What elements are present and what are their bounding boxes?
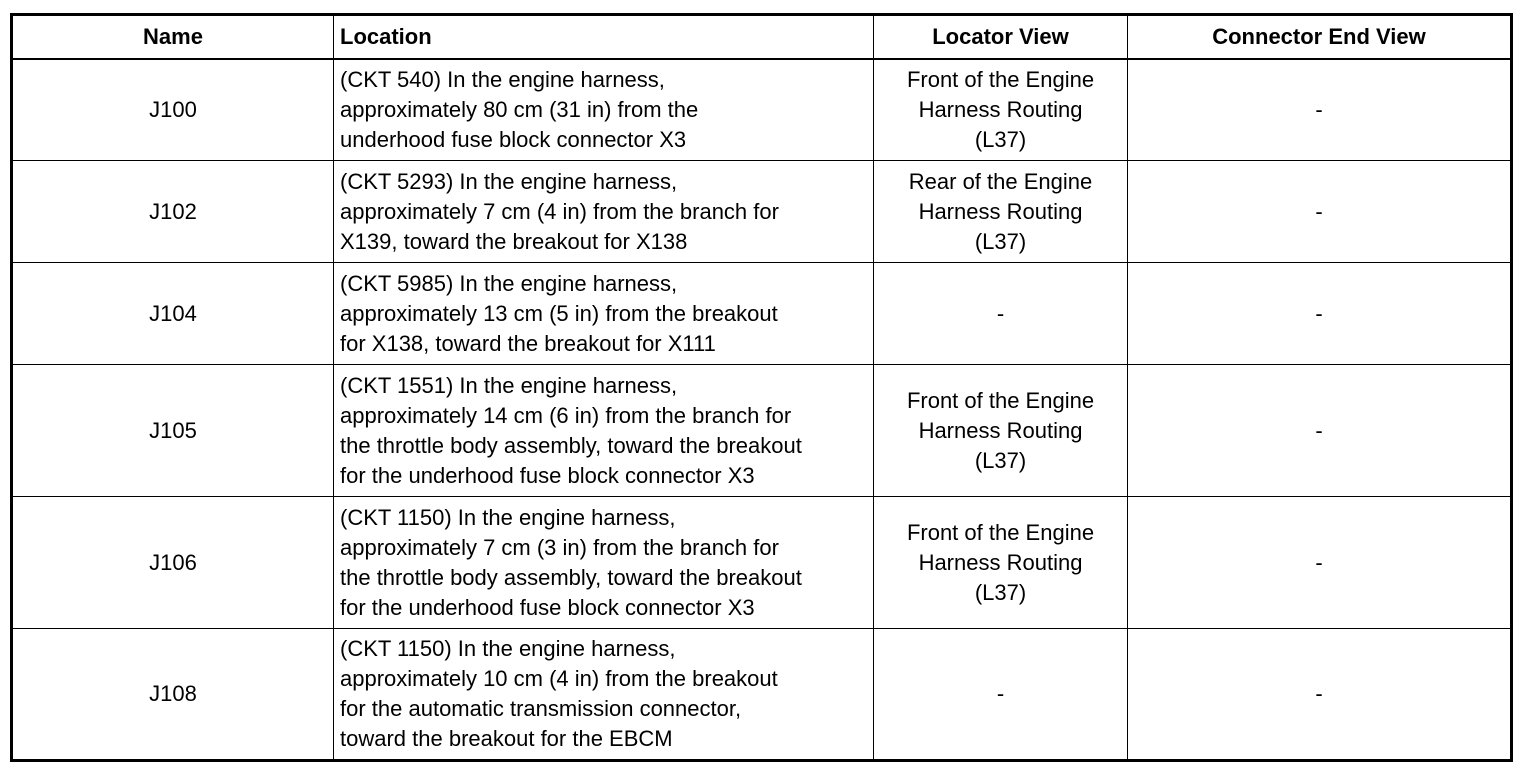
- locator-view-cell: [874, 161, 1128, 263]
- location-line: approximately 13 cm (5 in) from the breakout: [340, 300, 778, 326]
- location-cell: [334, 263, 874, 365]
- location-line: (CKT 5985) In the engine harness,: [340, 270, 678, 296]
- location-line: (CKT 1551) In the engine harness,: [340, 372, 678, 398]
- header-connector-end-view: Connector End View: [1128, 15, 1512, 59]
- location-line: for the automatic transmission connector,: [340, 696, 742, 721]
- location-line: approximately 7 cm (3 in) from the branch for: [340, 534, 779, 560]
- connector-end-view-cell: -: [1128, 263, 1512, 365]
- locator-view-line: Harness Routing: [918, 198, 1083, 224]
- location-line: (CKT 1150) In the engine harness,: [340, 504, 676, 530]
- locator-view-line: (L37): [974, 447, 1027, 473]
- location-line: (CKT 1150) In the engine harness,: [340, 636, 676, 661]
- table-row: [12, 263, 1512, 365]
- locator-view-line: -: [996, 681, 1005, 706]
- locator-view-line: Front of the Engine: [906, 519, 1095, 545]
- connector-end-view-cell: -: [1128, 497, 1512, 629]
- locator-view-cell: [874, 263, 1128, 365]
- splice-name-cell: J108: [12, 629, 334, 761]
- connector-end-view-cell: -: [1128, 161, 1512, 263]
- locator-view-line: Front of the Engine: [906, 387, 1095, 413]
- locator-view-cell: [874, 629, 1128, 761]
- table-body: [12, 59, 1512, 761]
- locator-view-cell: [874, 365, 1128, 497]
- header-row: [12, 15, 1512, 59]
- locator-view-cell: [874, 497, 1128, 629]
- table-row: [12, 365, 1512, 497]
- location-line: (CKT 5293) In the engine harness,: [340, 168, 678, 194]
- location-line: approximately 14 cm (6 in) from the branch for: [340, 402, 792, 428]
- location-cell: [334, 161, 874, 263]
- locator-view-line: Harness Routing: [918, 96, 1083, 122]
- location-line: toward the breakout for the EBCM: [340, 726, 673, 751]
- header-locator-view: Locator View: [874, 15, 1128, 59]
- locator-view-line: (L37): [974, 579, 1027, 605]
- splice-name-cell: J106: [12, 497, 334, 629]
- connector-end-view-cell: -: [1128, 629, 1512, 761]
- locator-view-line: (L37): [974, 228, 1027, 254]
- location-line: for the underhood fuse block connector X3: [340, 594, 755, 620]
- locator-view-line: Harness Routing: [918, 417, 1083, 443]
- location-cell: [334, 497, 874, 629]
- location-line: (CKT 540) In the engine harness,: [340, 66, 665, 92]
- locator-view-line: (L37): [974, 126, 1027, 152]
- location-line: X139, toward the breakout for X138: [340, 228, 688, 254]
- location-cell: [334, 365, 874, 497]
- location-line: approximately 80 cm (31 in) from the: [340, 96, 699, 122]
- header-location: Location: [334, 15, 874, 59]
- location-cell: [334, 629, 874, 761]
- locator-view-line: Front of the Engine: [906, 66, 1095, 92]
- splice-name-cell: J105: [12, 365, 334, 497]
- location-line: for the underhood fuse block connector X3: [340, 462, 755, 488]
- locator-view-line: Rear of the Engine: [908, 168, 1093, 194]
- splice-name-cell: J104: [12, 263, 334, 365]
- connector-end-view-cell: -: [1128, 59, 1512, 161]
- locator-view-line: Harness Routing: [918, 549, 1083, 575]
- splice-name-cell: J102: [12, 161, 334, 263]
- location-line: the throttle body assembly, toward the breakout: [340, 564, 802, 590]
- table-row: [12, 629, 1512, 761]
- location-cell: [334, 59, 874, 161]
- header-name: Name: [12, 15, 334, 59]
- table-row: [12, 497, 1512, 629]
- location-line: the throttle body assembly, toward the breakout: [340, 432, 802, 458]
- table-row: [12, 161, 1512, 263]
- splice-location-table: [10, 13, 1513, 762]
- table-row: [12, 59, 1512, 161]
- locator-view-line: -: [996, 300, 1005, 326]
- splice-name-cell: J100: [12, 59, 334, 161]
- location-line: for X138, toward the breakout for X111: [340, 330, 716, 356]
- location-line: approximately 7 cm (4 in) from the branch for: [340, 198, 779, 224]
- location-line: underhood fuse block connector X3: [340, 126, 687, 152]
- location-line: approximately 10 cm (4 in) from the breakout: [340, 666, 778, 691]
- connector-end-view-cell: -: [1128, 365, 1512, 497]
- locator-view-cell: [874, 59, 1128, 161]
